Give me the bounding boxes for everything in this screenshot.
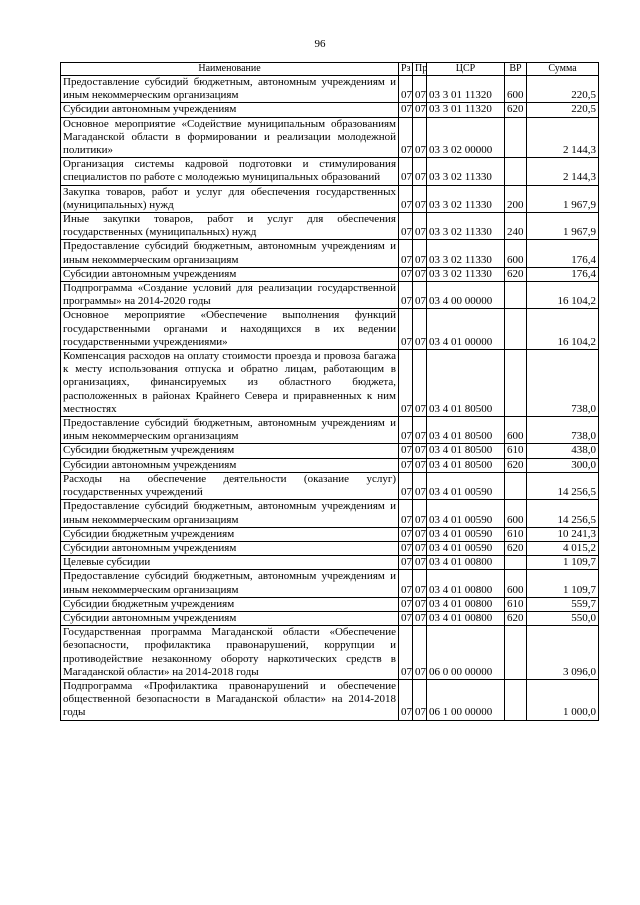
row-name: Закупка товаров, работ и услуг для обеспечения государственных (муниципальных) нужд [61, 185, 399, 212]
row-name: Субсидии автономным учреждениям [61, 611, 399, 625]
table-row [61, 240, 599, 267]
row-sum: 176,4 [527, 267, 599, 281]
row-pr: 07 [413, 103, 427, 117]
row-name: Иные закупки товаров, работ и услуг для обеспечения государственных (муниципальных) нужд [61, 213, 399, 240]
row-rz: 07 [399, 117, 413, 158]
row-csr: 03 4 01 80500 [427, 444, 505, 458]
row-vr [505, 626, 527, 680]
row-rz: 07 [399, 282, 413, 309]
row-csr: 03 3 01 11320 [427, 76, 505, 103]
row-vr: 620 [505, 458, 527, 472]
row-csr: 03 4 00 00000 [427, 282, 505, 309]
row-csr: 03 4 01 00800 [427, 597, 505, 611]
row-name: Предоставление субсидий бюджетным, автономным учреждениям и иным некоммерческим организациям [61, 570, 399, 597]
row-pr: 07 [413, 350, 427, 417]
row-vr: 600 [505, 240, 527, 267]
row-sum: 1 109,7 [527, 556, 599, 570]
header-csr: ЦСР [427, 63, 505, 76]
row-sum: 559,7 [527, 597, 599, 611]
row-rz: 07 [399, 309, 413, 350]
row-csr: 03 3 02 00000 [427, 117, 505, 158]
row-sum: 14 256,5 [527, 500, 599, 527]
row-vr: 600 [505, 76, 527, 103]
row-csr: 03 4 01 00800 [427, 570, 505, 597]
table-row [61, 472, 599, 499]
row-csr: 03 4 01 80500 [427, 458, 505, 472]
header-pr: Пр [413, 63, 427, 76]
row-vr: 240 [505, 213, 527, 240]
row-sum: 738,0 [527, 417, 599, 444]
row-sum: 438,0 [527, 444, 599, 458]
row-pr: 07 [413, 570, 427, 597]
row-name: Предоставление субсидий бюджетным, автономным учреждениям и иным некоммерческим организациям [61, 76, 399, 103]
row-csr: 03 3 01 11320 [427, 103, 505, 117]
row-pr: 07 [413, 556, 427, 570]
row-csr: 03 4 01 00800 [427, 556, 505, 570]
row-rz: 07 [399, 541, 413, 555]
row-pr: 07 [413, 213, 427, 240]
row-name: Основное мероприятие «Содействие муниципальным образованиям Магаданской области в формировании и реализации молодежной политики» [61, 117, 399, 158]
row-sum: 1 109,7 [527, 570, 599, 597]
table-row [61, 597, 599, 611]
row-pr: 07 [413, 472, 427, 499]
row-rz: 07 [399, 570, 413, 597]
table-row [61, 185, 599, 212]
row-vr [505, 472, 527, 499]
row-name: Компенсация расходов на оплату стоимости проезда и провоза багажа к месту использования отпуска и обратно лицам, работающим в организациях, финансируемых из областного бюджета, расположенных в районах Крайнего Севера и приравненных к ним местностях [61, 350, 399, 417]
row-pr: 07 [413, 240, 427, 267]
row-pr: 07 [413, 611, 427, 625]
row-vr [505, 679, 527, 720]
row-csr: 03 4 01 00590 [427, 541, 505, 555]
row-name: Субсидии автономным учреждениям [61, 458, 399, 472]
row-vr: 600 [505, 500, 527, 527]
row-name: Подпрограмма «Профилактика правонарушений и обеспечение общественной безопасности в Магаданской области» на 2014-2018 годы [61, 679, 399, 720]
row-name: Государственная программа Магаданской области «Обеспечение безопасности, профилактика правонарушений, коррупции и противодействие незаконному обороту наркотических средств в Магаданской области» на 2014-2018 годы [61, 626, 399, 680]
row-rz: 07 [399, 350, 413, 417]
row-sum: 10 241,3 [527, 527, 599, 541]
row-rz: 07 [399, 185, 413, 212]
row-csr: 03 3 02 11330 [427, 267, 505, 281]
table-row [61, 527, 599, 541]
row-csr: 03 4 01 00590 [427, 500, 505, 527]
row-pr: 07 [413, 444, 427, 458]
row-csr: 03 3 02 11330 [427, 185, 505, 212]
row-vr: 600 [505, 417, 527, 444]
page-number: 96 [314, 38, 326, 50]
row-vr: 620 [505, 267, 527, 281]
row-pr: 07 [413, 267, 427, 281]
row-rz: 07 [399, 626, 413, 680]
row-pr: 07 [413, 597, 427, 611]
row-vr [505, 158, 527, 185]
row-csr: 03 4 01 00590 [427, 527, 505, 541]
row-csr: 03 4 01 00590 [427, 472, 505, 499]
row-pr: 07 [413, 541, 427, 555]
table-body [61, 76, 599, 721]
row-rz: 07 [399, 679, 413, 720]
row-pr: 07 [413, 458, 427, 472]
row-name: Субсидии бюджетным учреждениям [61, 444, 399, 458]
table-row [61, 570, 599, 597]
table-row [61, 282, 599, 309]
table-row [61, 444, 599, 458]
row-sum: 220,5 [527, 103, 599, 117]
row-name: Субсидии бюджетным учреждениям [61, 527, 399, 541]
table-row [61, 679, 599, 720]
row-rz: 07 [399, 103, 413, 117]
row-vr: 600 [505, 570, 527, 597]
row-csr: 06 1 00 00000 [427, 679, 505, 720]
row-name: Расходы на обеспечение деятельности (оказание услуг) государственных учреждений [61, 472, 399, 499]
row-pr: 07 [413, 626, 427, 680]
row-sum: 300,0 [527, 458, 599, 472]
row-sum: 550,0 [527, 611, 599, 625]
row-sum: 3 096,0 [527, 626, 599, 680]
row-sum: 2 144,3 [527, 158, 599, 185]
row-rz: 07 [399, 611, 413, 625]
row-sum: 16 104,2 [527, 282, 599, 309]
table-row [61, 458, 599, 472]
table-row [61, 117, 599, 158]
table-row [61, 158, 599, 185]
row-sum: 2 144,3 [527, 117, 599, 158]
row-name: Организация системы кадровой подготовки и стимулирования специалистов по работе с молодежью муниципальных образований [61, 158, 399, 185]
table-row [61, 103, 599, 117]
row-csr: 03 3 02 11330 [427, 240, 505, 267]
row-vr: 610 [505, 597, 527, 611]
row-pr: 07 [413, 117, 427, 158]
row-sum: 176,4 [527, 240, 599, 267]
row-vr [505, 556, 527, 570]
row-rz: 07 [399, 556, 413, 570]
row-rz: 07 [399, 527, 413, 541]
row-vr [505, 282, 527, 309]
row-vr: 620 [505, 611, 527, 625]
budget-table [60, 62, 599, 721]
row-sum: 4 015,2 [527, 541, 599, 555]
row-rz: 07 [399, 458, 413, 472]
header-vr: ВР [505, 63, 527, 76]
row-vr: 200 [505, 185, 527, 212]
row-vr [505, 309, 527, 350]
table-row [61, 541, 599, 555]
table-row [61, 213, 599, 240]
row-sum: 220,5 [527, 76, 599, 103]
row-csr: 06 0 00 00000 [427, 626, 505, 680]
row-csr: 03 3 02 11330 [427, 158, 505, 185]
row-pr: 07 [413, 500, 427, 527]
row-rz: 07 [399, 76, 413, 103]
table-row [61, 76, 599, 103]
row-pr: 07 [413, 76, 427, 103]
table-row [61, 611, 599, 625]
row-name: Предоставление субсидий бюджетным, автономным учреждениям и иным некоммерческим организациям [61, 240, 399, 267]
row-vr [505, 117, 527, 158]
row-sum: 1 967,9 [527, 185, 599, 212]
row-pr: 07 [413, 417, 427, 444]
table-row [61, 309, 599, 350]
row-vr: 620 [505, 541, 527, 555]
row-pr: 07 [413, 185, 427, 212]
row-rz: 07 [399, 213, 413, 240]
row-rz: 07 [399, 158, 413, 185]
table-row [61, 556, 599, 570]
row-name: Субсидии автономным учреждениям [61, 267, 399, 281]
table-row [61, 626, 599, 680]
row-rz: 07 [399, 267, 413, 281]
row-pr: 07 [413, 679, 427, 720]
row-rz: 07 [399, 240, 413, 267]
row-sum: 16 104,2 [527, 309, 599, 350]
row-sum: 738,0 [527, 350, 599, 417]
row-name: Подпрограмма «Создание условий для реализации государственной программы» на 2014-2020 годы [61, 282, 399, 309]
row-name: Субсидии автономным учреждениям [61, 541, 399, 555]
row-rz: 07 [399, 417, 413, 444]
row-csr: 03 4 01 00000 [427, 309, 505, 350]
row-rz: 07 [399, 444, 413, 458]
table-header [61, 63, 599, 76]
row-name: Основное мероприятие «Обеспечение выполнения функций государственными органами и находящихся в их ведении государственными учреждениями» [61, 309, 399, 350]
row-sum: 1 000,0 [527, 679, 599, 720]
row-vr: 620 [505, 103, 527, 117]
row-name: Предоставление субсидий бюджетным, автономным учреждениям и иным некоммерческим организациям [61, 500, 399, 527]
row-name: Предоставление субсидий бюджетным, автономным учреждениям и иным некоммерческим организациям [61, 417, 399, 444]
row-rz: 07 [399, 500, 413, 527]
row-vr: 610 [505, 527, 527, 541]
row-pr: 07 [413, 309, 427, 350]
row-name: Целевые субсидии [61, 556, 399, 570]
row-csr: 03 4 01 00800 [427, 611, 505, 625]
row-csr: 03 4 01 80500 [427, 417, 505, 444]
table-row [61, 267, 599, 281]
row-pr: 07 [413, 282, 427, 309]
row-name: Субсидии бюджетным учреждениям [61, 597, 399, 611]
row-rz: 07 [399, 472, 413, 499]
row-csr: 03 3 02 11330 [427, 213, 505, 240]
row-sum: 14 256,5 [527, 472, 599, 499]
table-row [61, 350, 599, 417]
row-pr: 07 [413, 158, 427, 185]
header-sum: Сумма [527, 63, 599, 76]
row-rz: 07 [399, 597, 413, 611]
header-rz: Рз [399, 63, 413, 76]
row-sum: 1 967,9 [527, 213, 599, 240]
row-csr: 03 4 01 80500 [427, 350, 505, 417]
header-name: Наименование [61, 63, 399, 76]
row-vr [505, 350, 527, 417]
row-vr: 610 [505, 444, 527, 458]
row-name: Субсидии автономным учреждениям [61, 103, 399, 117]
table-row [61, 417, 599, 444]
header-row [61, 63, 599, 76]
row-pr: 07 [413, 527, 427, 541]
table-row [61, 500, 599, 527]
